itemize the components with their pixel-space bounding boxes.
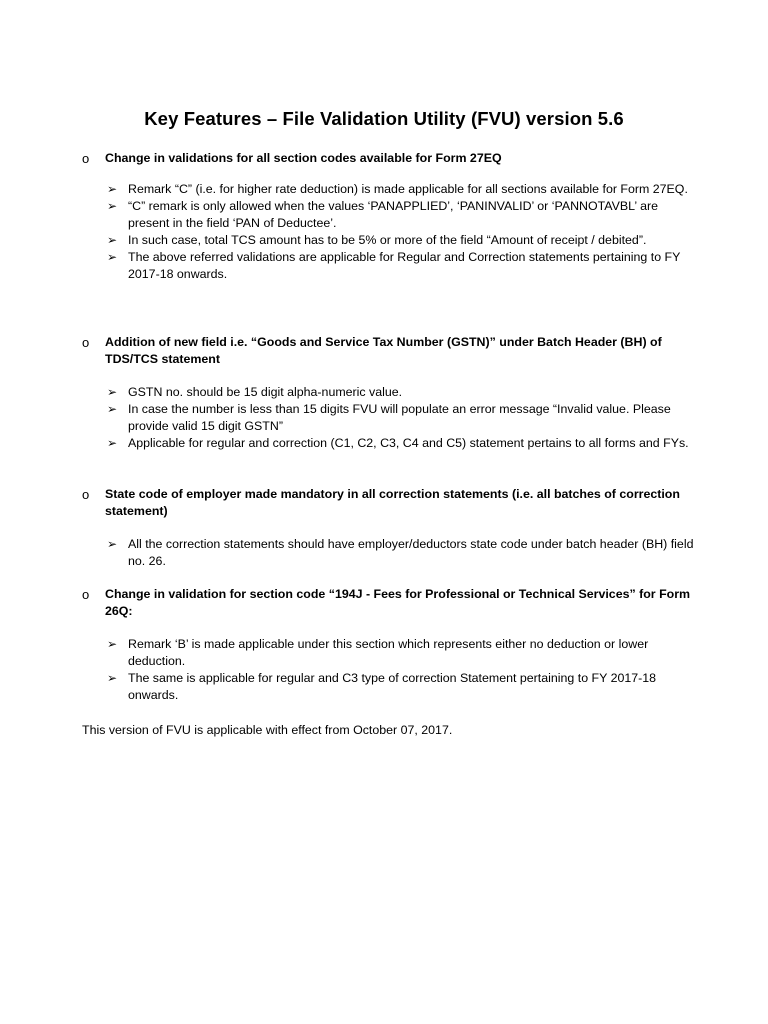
list-item-text: In case the number is less than 15 digits FVU will populate an error message “Invalid value. Please provide valid 15 digit GSTN” [128, 402, 671, 433]
list-item [82, 249, 702, 283]
list-item-text: Remark ‘B’ is made applicable under this section which represents either no deduction or lower deduction. [128, 637, 649, 668]
section-heading [82, 486, 702, 520]
arrow-bullet-icon: ➢ [107, 537, 118, 551]
section-form-27eq [82, 150, 702, 299]
list-item-text: GSTN no. should be 15 digit alpha-numeric value. [128, 385, 403, 399]
arrow-bullet-icon: ➢ [107, 233, 118, 247]
section-194j [82, 586, 702, 720]
effective-date-note: This version of FVU is applicable with effect from October 07, 2017. [82, 723, 453, 737]
section-heading-text: Addition of new field i.e. “Goods and Service Tax Number (GSTN)” under Batch Header (BH) of TDS/TCS statement [105, 335, 662, 366]
list-item-text: The above referred validations are applicable for Regular and Correction statements pertaining to FY 2017-18 onwards. [128, 250, 681, 281]
section-heading [82, 150, 702, 167]
arrow-bullet-icon: ➢ [107, 402, 118, 416]
section-heading-text: Change in validations for all section codes available for Form 27EQ [105, 151, 502, 165]
list-item-text: In such case, total TCS amount has to be 5% or more of the field “Amount of receipt / debited”. [128, 233, 647, 247]
arrow-bullet-icon: ➢ [107, 385, 118, 399]
section-heading [82, 586, 702, 620]
list-item [82, 401, 702, 435]
circle-bullet-icon: o [82, 487, 90, 502]
circle-bullet-icon: o [82, 587, 90, 602]
arrow-bullet-icon: ➢ [107, 182, 118, 196]
arrow-bullet-icon: ➢ [107, 199, 118, 213]
bullet-list [82, 181, 702, 283]
list-item [82, 198, 702, 232]
section-state-code [82, 486, 702, 586]
arrow-bullet-icon: ➢ [107, 250, 118, 264]
list-item-text: “C” remark is only allowed when the values ‘PANAPPLIED’, ‘PANINVALID’ or ‘PANNOTAVBL’ are present in the field ‘PAN of Deductee’. [128, 199, 658, 230]
list-item [82, 636, 702, 670]
list-item-text: Applicable for regular and correction (C1, C2, C3, C4 and C5) statement pertains to all forms and FYs. [128, 436, 689, 450]
section-heading [82, 334, 702, 368]
arrow-bullet-icon: ➢ [107, 436, 118, 450]
document-title: Key Features – File Validation Utility (FVU) version 5.6 [144, 108, 624, 129]
list-item [82, 670, 702, 704]
list-item-text: All the correction statements should have employer/deductors state code under batch header (BH) field no. 26. [128, 537, 694, 568]
list-item [82, 435, 702, 452]
arrow-bullet-icon: ➢ [107, 637, 118, 651]
circle-bullet-icon: o [82, 335, 90, 350]
list-item [82, 181, 702, 198]
section-heading-text: State code of employer made mandatory in all correction statements (i.e. all batches of correction statement) [105, 487, 680, 518]
section-heading-text: Change in validation for section code “194J - Fees for Professional or Technical Services” for Form 26Q: [105, 587, 691, 618]
bullet-list [82, 536, 702, 570]
bullet-list [82, 384, 702, 452]
list-item-text: Remark “C” (i.e. for higher rate deduction) is made applicable for all sections available for Form 27EQ. [128, 182, 688, 196]
bullet-list [82, 636, 702, 704]
arrow-bullet-icon: ➢ [107, 671, 118, 685]
list-item [82, 384, 702, 401]
circle-bullet-icon: o [82, 151, 90, 166]
list-item [82, 536, 702, 570]
list-item-text: The same is applicable for regular and C3 type of correction Statement pertaining to FY 2017-18 onwards. [128, 671, 657, 702]
list-item [82, 232, 702, 249]
section-gstn [82, 334, 702, 468]
